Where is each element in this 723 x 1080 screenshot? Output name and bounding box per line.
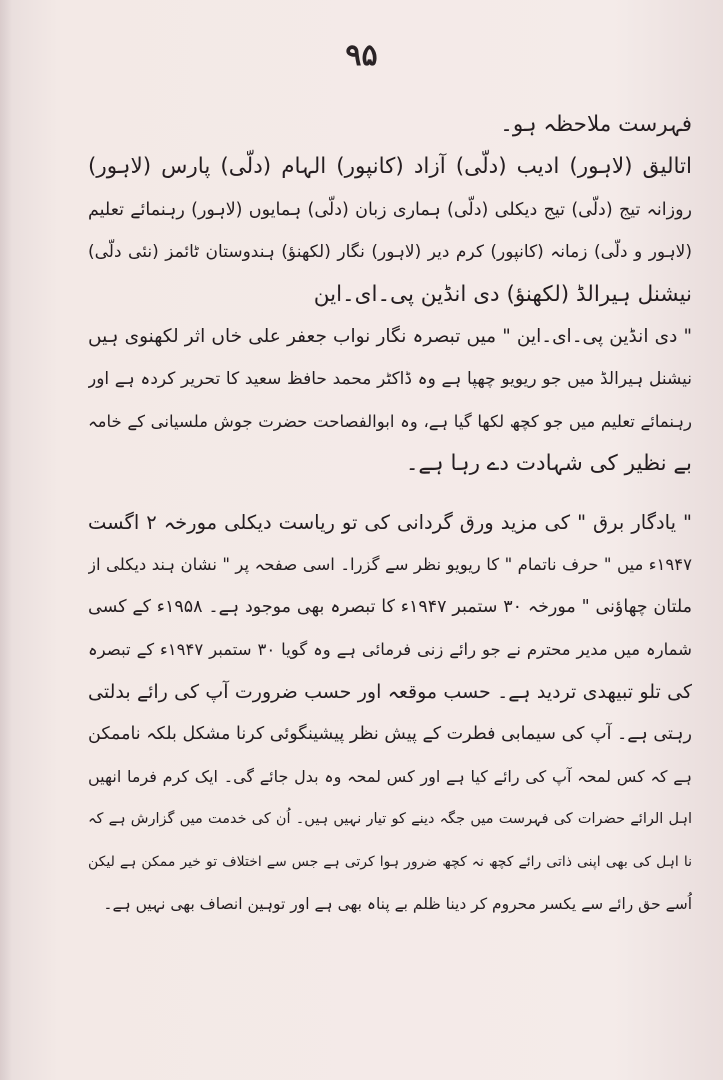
text-line: (لاہور و دلّی) زمانہ (کانپور) کرم دیر (لاہور) نگار (لکھنؤ) ہندوستان ٹائمز (نئی دلّی) xyxy=(88,242,692,263)
page-number: ۹۵ xyxy=(345,38,378,73)
text-line: ملتان چھاؤنی " مورخہ ۳۰ ستمبر ۱۹۴۷ء کا تبصرہ بھی موجود ہے۔ ۱۹۵۸ء کے کسی xyxy=(88,597,692,618)
text-line: ہے کہ کس لمحہ آپ کی رائے کیا ہے اور کس لمحہ وہ بدل جائے گی۔ ایک کرم فرما انھیں xyxy=(88,766,692,786)
body-text xyxy=(88,104,692,925)
text-line: بے نظیر کی شہادت دے رہا ہے۔ xyxy=(405,451,692,477)
text-line: روزانہ تیج (دلّی) تیج دیکلی (دلّی) ہماری زبان (دلّی) ہمایوں (لاہور) رہنمائے تعلیم xyxy=(88,199,692,220)
text-line: اہل الرائے حضرات کی فہرست میں جگہ دینے کو تیار نہیں ہیں۔ اُن کی خدمت میں گزارش ہے کہ xyxy=(88,811,692,828)
text-line: رہنمائے تعلیم میں جو کچھ لکھا گیا ہے، وہ ابوالفصاحت حضرت جوش ملسیانی کے خامہ xyxy=(88,411,692,431)
page-edge-shadow xyxy=(0,0,12,1080)
text-line: اُسے حق رائے سے یکسر محروم کر دینا ظلم بے پناہ بھی ہے اور توہین انصاف بھی نہیں ہے۔ xyxy=(103,895,692,914)
text-line: " یادگار برق " کی مزید ورق گردانی کی تو ریاست دیکلی مورخہ ۲ اگست xyxy=(88,510,692,534)
text-line: کی تلو تبیھدی تردید ہے۔ حسب موقعہ اور حسب ضرورت آپ کی رائے بدلتی xyxy=(88,681,692,704)
text-line: نیشنل ہیرالڈ (لکھنؤ) دی انڈین پی۔ای۔این xyxy=(313,281,692,307)
text-line: اتالیق (لاہور) ادیب (دلّی) آزاد (کانپور) الہام (دلّی) پارس (لاہور) xyxy=(88,154,692,180)
text-line: رہتی ہے۔ آپ کی سیمابی فطرت کے پیش نظر پیشینگوئی کرنا مشکل بلکہ ناممکن xyxy=(88,724,692,745)
text-line: شمارہ میں مدیر محترم نے جو رائے زنی فرمائی ہے وہ گویا ۳۰ ستمبر ۱۹۴۷ء کے تبصرہ xyxy=(88,639,692,659)
text-line: نا اہل کی بھی اپنی ذاتی رائے کچھ نہ کچھ ضرور ہوا کرتی ہے جس سے اختلاف تو خیر ممکن ہے لیکن xyxy=(88,853,692,870)
text-line: " دی انڈین پی۔ای۔این " میں تبصرہ نگار نواب جعفر علی خاں اثر لکھنوی ہیں xyxy=(88,325,692,347)
text-line: فہرست ملاحظہ ہو۔ xyxy=(500,112,692,137)
text-line: ۱۹۴۷ء میں " حرف ناتمام " کا ریویو نظر سے گزرا۔ اسی صفحہ پر " نشان ہند دیکلی از xyxy=(88,554,692,574)
text-line: نیشنل ہیرالڈ میں جو ریویو چھپا ہے وہ ڈاکٹر محمد حافظ سعید کا تحریر کردہ ہے اور xyxy=(88,369,692,390)
